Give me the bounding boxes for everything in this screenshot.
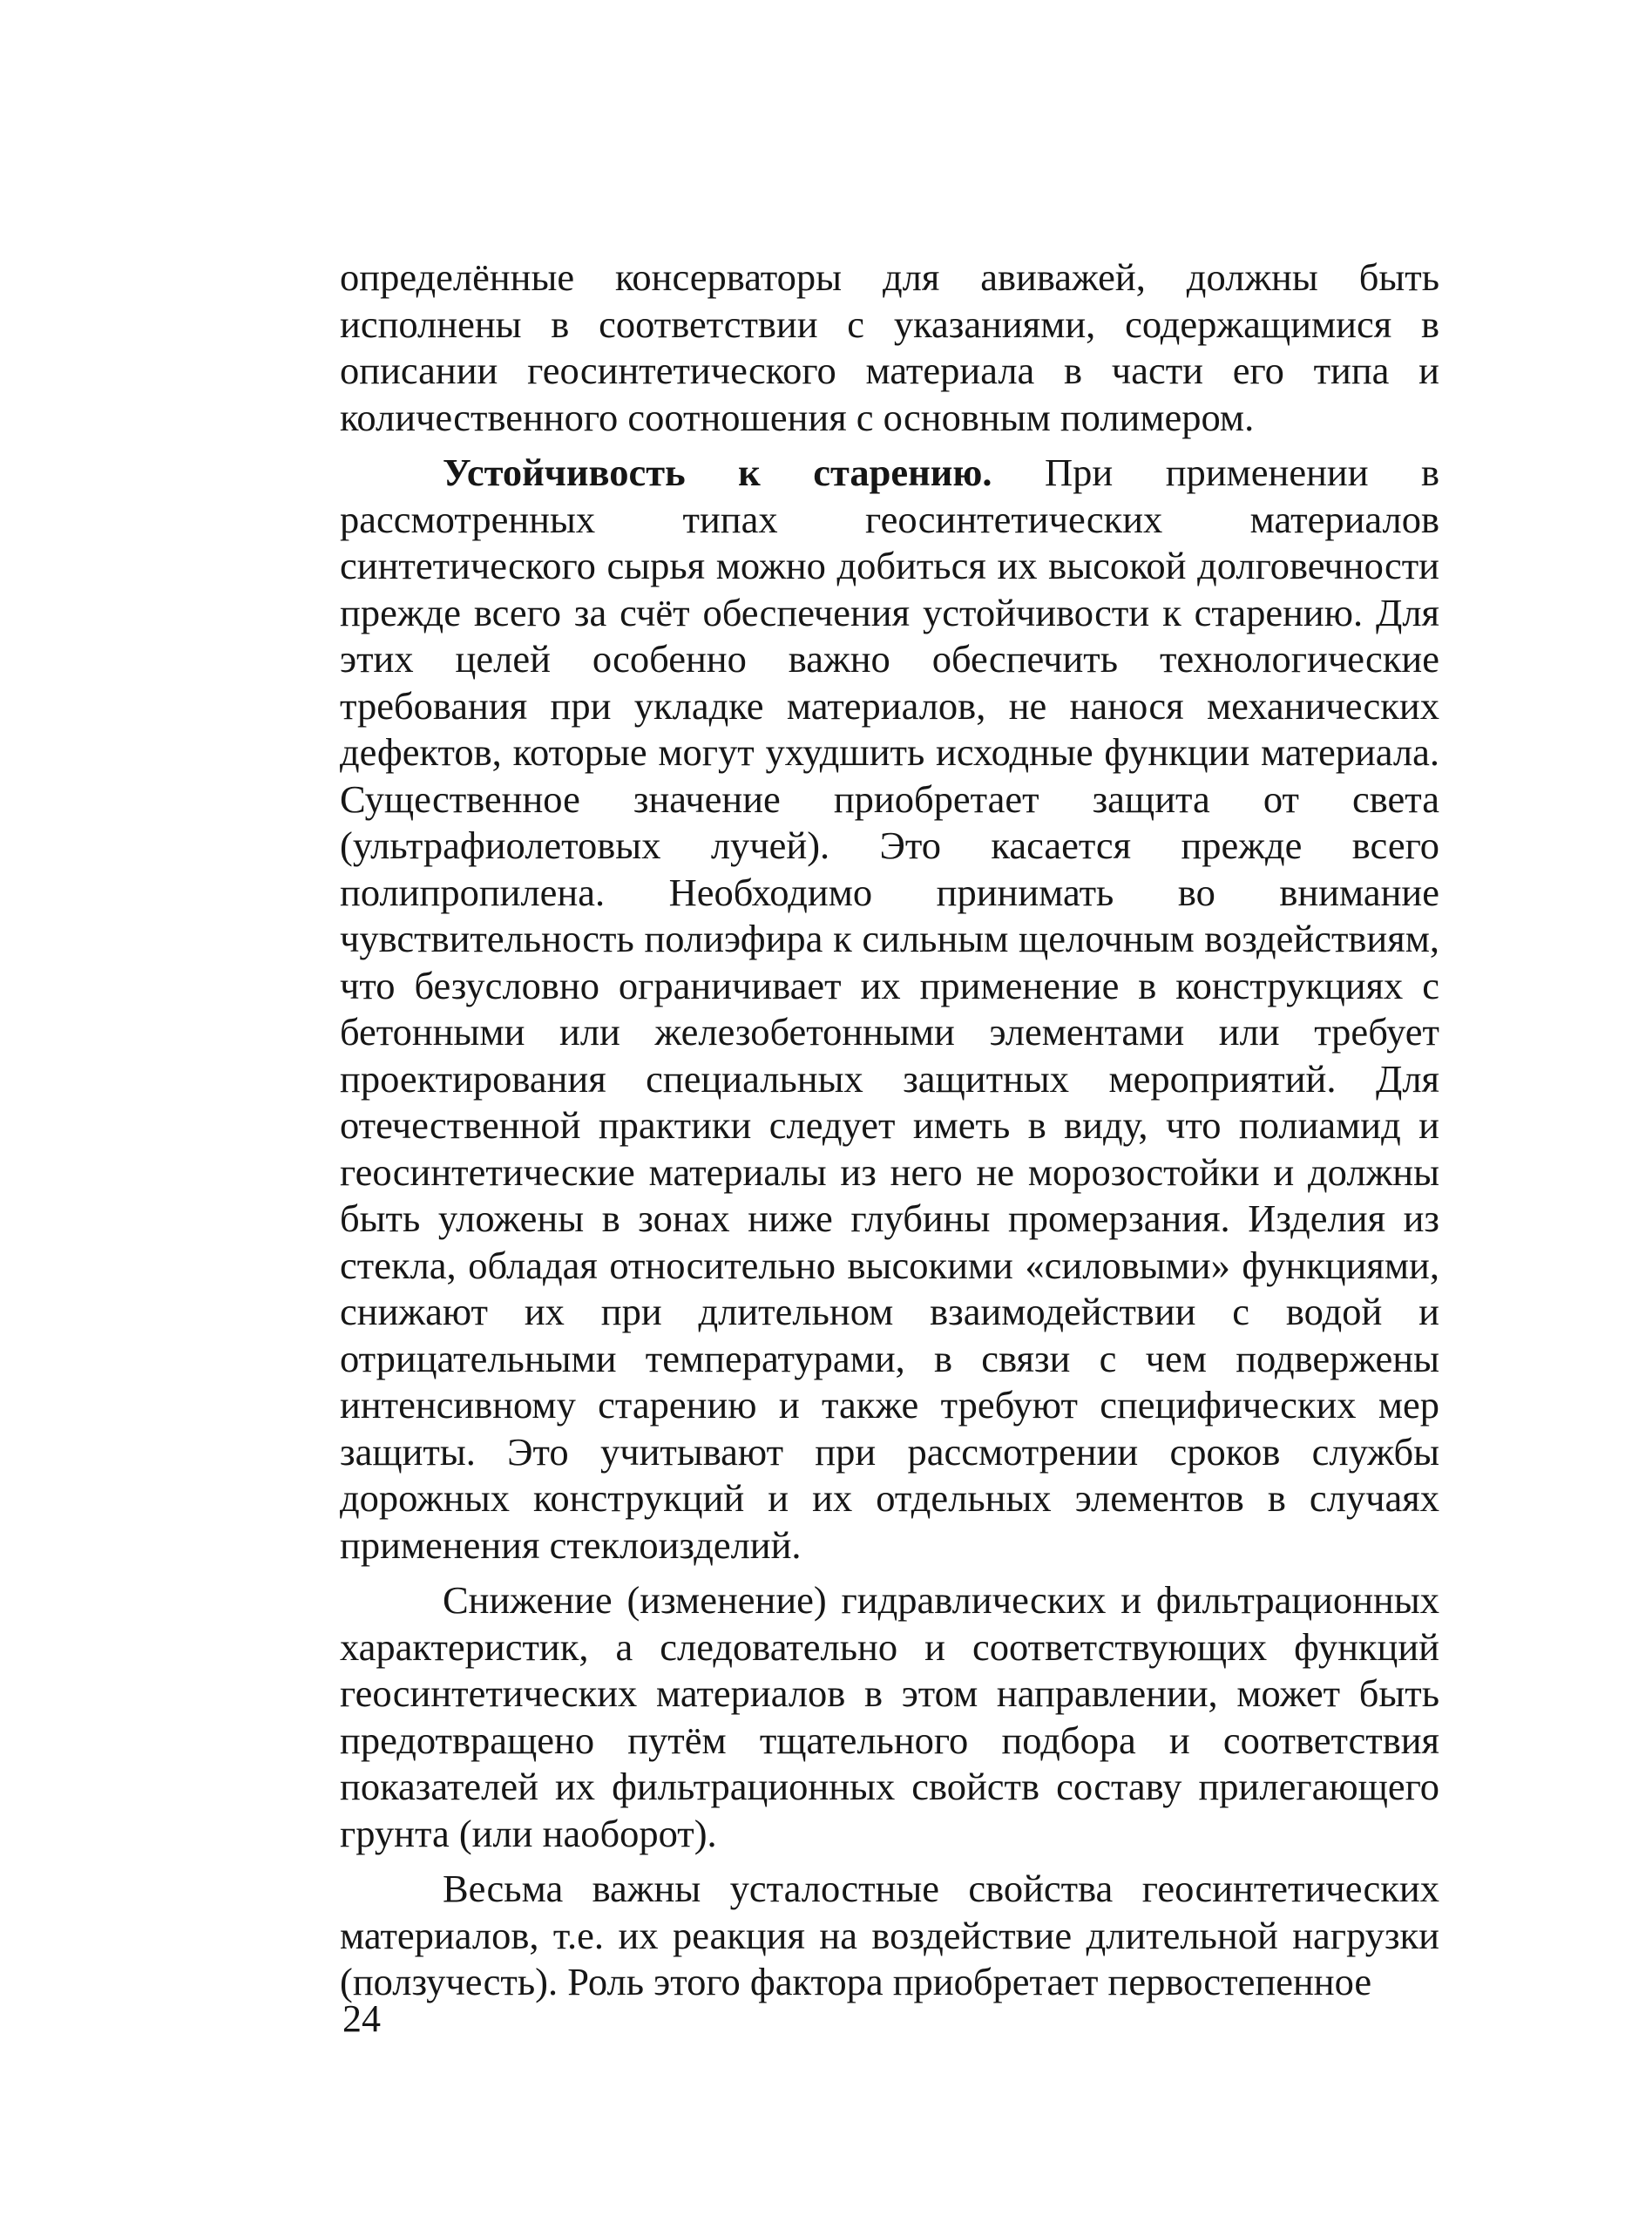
- section-heading: Устойчивость к старению.: [443, 451, 992, 494]
- paragraph-hydraulic: Снижение (изменение) гидравлических и фильтрационных характеристик, а следовательно и соответствующих функций геосинтетических материалов в этом направлении, может быть предотвращено путём тщательного подбора и соответствия показателей их фильтрационных свойств составу прилегающего грунта (или наоборот).: [340, 1578, 1439, 1855]
- body-text: [340, 254, 1439, 2006]
- paragraph-continuation: определённые консерваторы для авиважей, должны быть исполнены в соответствии с указаниями, содержащимися в описании геосинтетического материала в части его типа и количественного соотношения с основным полимером.: [340, 255, 1439, 439]
- paragraph-aging-resistance: [340, 450, 1439, 1569]
- paragraph-body: При применении в рассмотренных типах геосинтетических материалов синтетического сырья можно добиться их высокой долговечности прежде всего за счёт обеспечения устойчивости к старению. Для этих целей особенно важно обеспечить технологические требования при укладке материалов, не нанося механических дефектов, которые могут ухудшить исходные функции материала. Существенное значение приобретает защита от света (ультрафиолетовых лучей). Это касается прежде всего полипропилена. Необходимо принимать во внимание чувствительность полиэфира к сильным щелочным воздействиям, что безусловно ограничивает их применение в конструкциях с бетонными или железобетонными элементами или требует проектирования специальных защитных мероприятий. Для отечественной практики следует иметь в виду, что полиамид и геосинтетические материалы из него не морозостойки и должны быть уложены в зонах ниже глубины промерзания. Изделия из стекла, обладая относительно высокими «силовыми» функциями, снижают их при длительном взаимодействии с водой и отрицательными температурами, в связи с чем подвержены интенсивному старению и также требуют специфических мер защиты. Это учитывают при рассмотрении сроков службы дорожных конструкций и их отдельных элементов в случаях применения стеклоизделий.: [340, 451, 1440, 1567]
- page-number: 24: [342, 1997, 381, 2040]
- paragraph-fatigue: Весьма важны усталостные свойства геосинтетических материалов, т.е. их реакция на воздействие длительной нагрузки (ползучесть). Роль этого фактора приобретает первостепенное: [340, 1867, 1439, 2003]
